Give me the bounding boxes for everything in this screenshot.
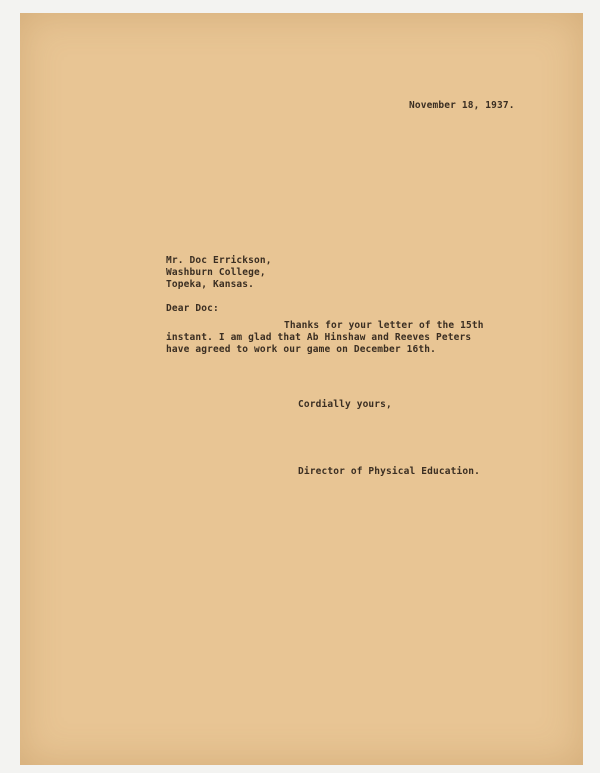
salutation: Dear Doc: xyxy=(166,303,219,314)
body-line-1: Thanks for your letter of the 15th xyxy=(284,320,484,331)
recipient-name: Mr. Doc Errickson, xyxy=(166,255,272,266)
body-line-2: instant. I am glad that Ab Hinshaw and Reeves Peters xyxy=(166,332,472,343)
letter-page xyxy=(20,13,583,765)
signature-title: Director of Physical Education. xyxy=(298,466,480,477)
letter-date: November 18, 1937. xyxy=(409,100,515,111)
recipient-institution: Washburn College, xyxy=(166,267,266,278)
body-line-3: have agreed to work our game on December 16th. xyxy=(166,344,436,355)
closing: Cordially yours, xyxy=(298,399,392,410)
recipient-location: Topeka, Kansas. xyxy=(166,279,255,290)
